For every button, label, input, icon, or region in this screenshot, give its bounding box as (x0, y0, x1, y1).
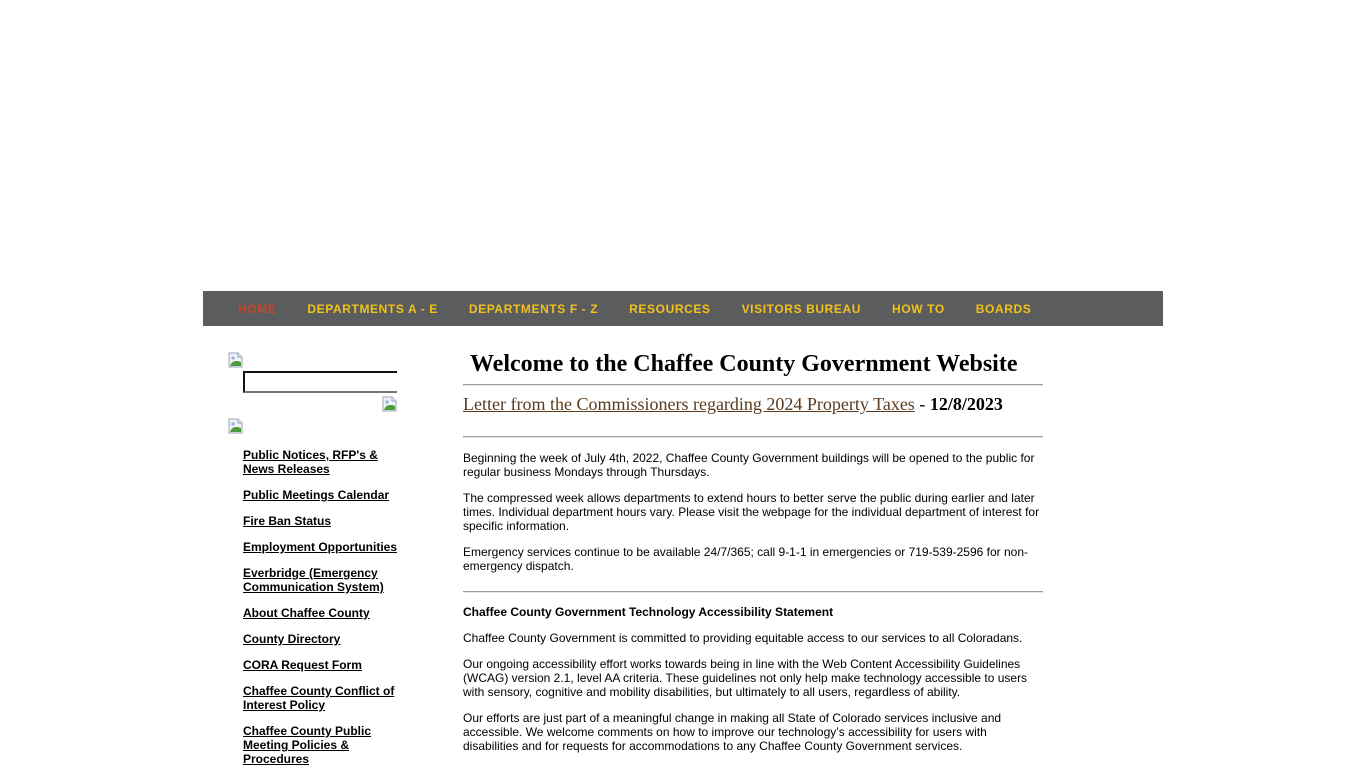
link-public-meeting-policies[interactable]: Chaffee County Public Meeting Policies & Procedures (243, 724, 372, 766)
link-public-meetings-calendar[interactable]: Public Meetings Calendar (243, 488, 390, 502)
quick-links-list (243, 448, 403, 768)
list-item (243, 684, 403, 712)
list-item (243, 514, 403, 528)
nav-item-departments-f-z[interactable]: DEPARTMENTS F - Z (468, 301, 599, 316)
notice-paragraph: Beginning the week of July 4th, 2022, Chaffee County Government buildings will be opened to the public for regular business Mondays through Thursdays. (463, 451, 1035, 479)
notice-paragraph: The compressed week allows departments to extend hours to better serve the public during earlier and later times. Individual department hours vary. Please visit the webpage for the individual department of interest for specific information. (463, 491, 1040, 533)
main-navigation (203, 291, 1163, 326)
list-item (243, 488, 403, 502)
divider (463, 591, 1043, 593)
list-item (243, 448, 403, 476)
link-everbridge[interactable]: Everbridge (Emergency Communication System) (243, 566, 384, 594)
divider (463, 384, 1043, 386)
nav-item-departments-a-e[interactable]: DEPARTMENTS A - E (307, 301, 438, 316)
broken-image-icon (228, 418, 244, 434)
accessibility-heading: Chaffee County Government Technology Accessibility Statement (463, 605, 834, 619)
link-conflict-of-interest-policy[interactable]: Chaffee County Conflict of Interest Policy (243, 684, 395, 712)
list-item (243, 540, 403, 554)
accessibility-paragraph: Our ongoing accessibility effort works towards being in line with the Web Content Accessibility Guidelines (WCAG) version 2.1, level AA criteria. These guidelines not only help make technology accessible to users with sensory, cognitive and mobility disabilities, but ultimately to all users, regardless of ability. (463, 657, 1028, 699)
accessibility-paragraph: Chaffee County Government is committed to providing equitable access to our services to all Coloradans. (463, 631, 1023, 645)
letter-announcement (463, 393, 1043, 415)
header-banner-area (0, 0, 1366, 291)
nav-item-boards[interactable]: BOARDS (975, 301, 1032, 316)
accessibility-paragraph: Our efforts are just part of a meaningful change in making all State of Colorado services inclusive and accessible. We welcome comments on how to improve our technology’s accessibility for users with disabilities and for requests for accommodations to any Chaffee County Government services. (463, 711, 1002, 753)
broken-image-icon (228, 352, 244, 368)
nav-item-home[interactable]: HOME (238, 301, 277, 316)
search-input[interactable] (243, 371, 397, 393)
nav-item-resources[interactable]: RESOURCES (629, 301, 711, 316)
nav-item-how-to[interactable]: HOW TO (892, 301, 945, 316)
list-item (243, 632, 403, 646)
letter-date: 12/8/2023 (929, 394, 1003, 414)
link-cora-request-form[interactable]: CORA Request Form (243, 658, 362, 672)
letter-separator: - (914, 394, 930, 414)
main-content (463, 348, 1043, 765)
page-title: Welcome to the Chaffee County Government Website (470, 351, 1018, 377)
link-fire-ban-status[interactable]: Fire Ban Status (243, 514, 332, 528)
list-item (243, 658, 403, 672)
divider (463, 436, 1043, 438)
link-employment-opportunities[interactable]: Employment Opportunities (243, 540, 398, 554)
list-item (243, 724, 403, 766)
list-item (243, 566, 403, 594)
list-item (243, 606, 403, 620)
search-submit-button-icon[interactable] (382, 396, 398, 412)
link-county-directory[interactable]: County Directory (243, 632, 341, 646)
link-public-notices[interactable]: Public Notices, RFP's & News Releases (243, 448, 378, 476)
commissioners-letter-link[interactable]: Letter from the Commissioners regarding 2024 Property Taxes (463, 394, 915, 414)
link-about-chaffee-county[interactable]: About Chaffee County (243, 606, 370, 620)
notice-paragraph: Emergency services continue to be available 24/7/365; call 9-1-1 in emergencies or 719-539-2596 for non-emergency dispatch. (463, 545, 1028, 573)
nav-item-visitors-bureau[interactable]: VISITORS BUREAU (741, 301, 862, 316)
